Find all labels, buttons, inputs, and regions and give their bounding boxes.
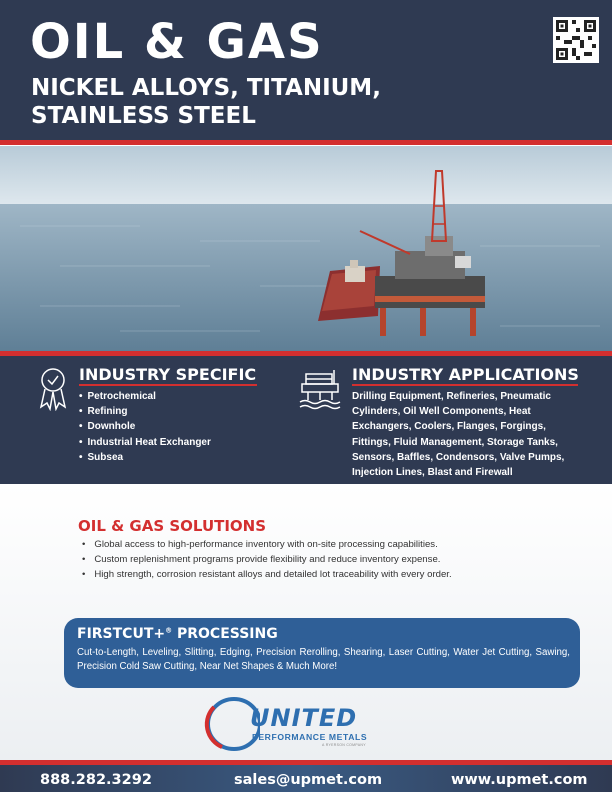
logo-tagline: A RYERSON COMPANY	[322, 743, 366, 747]
industry-specific-list	[79, 389, 211, 465]
list-item: • Subsea	[79, 450, 211, 465]
heading-underline	[79, 384, 257, 386]
page-subtitle: NICKEL ALLOYS, TITANIUM, STAINLESS STEEL	[31, 75, 381, 129]
phone-number[interactable]: 888.282.3292	[40, 772, 152, 788]
list-item: • Downhole	[79, 419, 211, 434]
firstcut-heading-suffix: PROCESSING	[172, 626, 278, 642]
list-item: • Global access to high-performance inventory with on-site processing capabilities.	[82, 537, 452, 552]
logo-subtitle: PERFORMANCE METALS	[252, 732, 368, 742]
qr-code-icon[interactable]	[553, 17, 599, 63]
firstcut-heading-text: FIRSTCUT+	[77, 626, 166, 642]
award-ribbon-icon	[36, 365, 70, 411]
list-item: • Custom replenishment programs provide flexibility and reduce inventory expense.	[82, 552, 452, 567]
list-item: • Petrochemical	[79, 389, 211, 404]
industry-specific-heading: INDUSTRY SPECIFIC	[79, 365, 257, 384]
solutions-heading: OIL & GAS SOLUTIONS	[78, 517, 267, 535]
page-title: OIL & GAS	[30, 14, 324, 70]
divider-red	[0, 140, 612, 145]
firstcut-heading	[77, 626, 278, 642]
website-link[interactable]: www.upmet.com	[451, 772, 588, 788]
offshore-platform-photo	[0, 146, 612, 351]
logo-name: UNITED	[250, 704, 358, 732]
industry-applications-text: Drilling Equipment, Refineries, Pneumatic Cylinders, Oil Well Components, Heat Exchangers, Coolers, Flanges, Forgings, Fittings, Fluid Management, Storage Tanks, Sensors, Baffles, Condensors, Valve Pumps, Injection Lines, Blast and Firewall	[352, 391, 565, 479]
heading-underline	[352, 384, 578, 386]
list-item: • Industrial Heat Exchanger	[79, 435, 211, 450]
firstcut-services: Cut-to-Length, Leveling, Slitting, Edging, Precision Rerolling, Shearing, Laser Cutting, Water Jet Cutting, Sawing, Precision Cold Saw Cutting, Near Net Shapes & Much More!	[77, 647, 570, 673]
industry-applications-heading: INDUSTRY APPLICATIONS	[352, 365, 579, 384]
registered-mark: ®	[165, 626, 173, 635]
solutions-list	[82, 537, 452, 582]
email-link[interactable]: sales@upmet.com	[234, 772, 383, 788]
list-item: • Refining	[79, 404, 211, 419]
oil-platform-icon	[298, 368, 344, 410]
list-item: • High strength, corrosion resistant alloys and detailed lot traceability with every order.	[82, 567, 452, 582]
